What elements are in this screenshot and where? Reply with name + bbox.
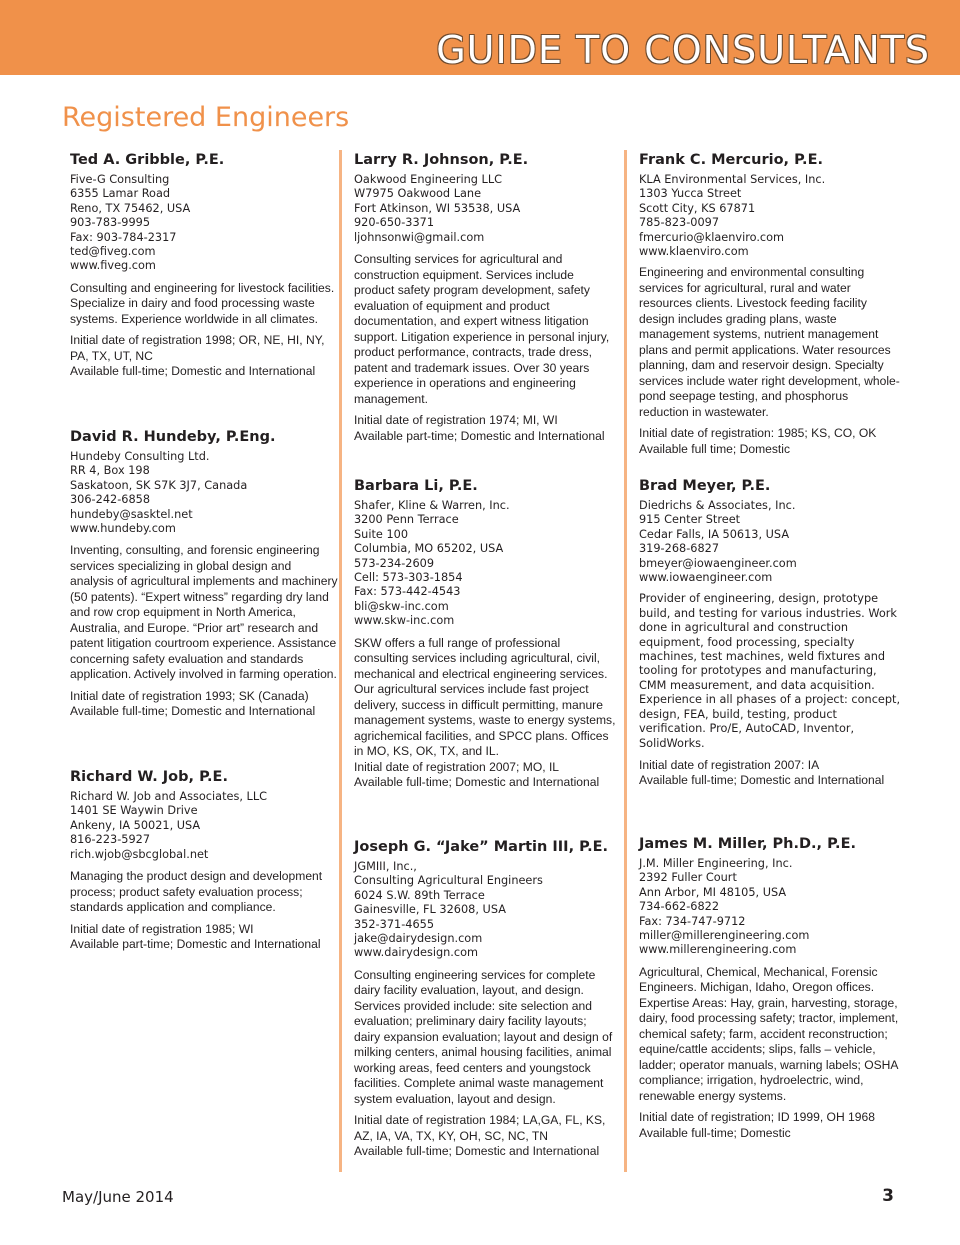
consultant-entry (639, 152, 901, 457)
registration (354, 760, 616, 791)
availability: Available full-time; Domestic and International (70, 704, 316, 719)
availability: Available full-time; Domestic and International (354, 775, 600, 790)
registration-date: Initial date of registration 1998; OR, NE, HI, NY, PA, TX, UT, NC (70, 333, 325, 363)
registration (70, 922, 338, 953)
contact-block (70, 450, 338, 536)
fax: Fax: 573-442-4543 (354, 585, 461, 599)
city: Reno, TX 75462, USA (70, 201, 191, 215)
registration (70, 333, 338, 380)
availability: Available full time; Domestic (639, 441, 791, 456)
contact-block (354, 860, 616, 961)
contact-block (639, 499, 901, 585)
availability: Available full-time; Domestic and International (639, 773, 885, 788)
description: Provider of engineering, design, prototype build, and testing for various industries. Work done in agricultural and construction equipment, food processing, specialty machines, test machines, weld fixtures and tooling for prototypes and manufacturing, CMM measurement, and data acquisition. Experience in all phases of a project: concept, design, FEA, build, testing, product verification. Pro/E, AutoCAD, Inventor, SolidWorks. (639, 592, 901, 750)
address: 6355 Lamar Road (70, 187, 171, 201)
description: Consulting and engineering for livestock facilities. Specialize in dairy and food processing waste systems. Experience worldwide in all climates. (70, 280, 335, 326)
city: Saskatoon, SK S7K 3J7, Canada (70, 478, 248, 492)
registration-date: Initial date of registration 1985; WI (70, 921, 254, 936)
contact-block (354, 499, 616, 629)
company: Oakwood Engineering LLC (354, 173, 503, 186)
consultant-entry (639, 478, 901, 789)
registration (639, 758, 901, 789)
description: Engineering and environmental consulting services for agricultural, rural and water resources clients. Livestock feeding facility design includes grading plans, waste management systems, nutrient management plans and permit applications. Water resources planning, dam and reservoir design. Specialty services include water right development, whole-pond seepage testing, and phosphorus reduction in wastewater. (639, 265, 900, 419)
email: bmeyer@iowaengineer.com (639, 556, 797, 570)
registration (639, 1110, 901, 1141)
website: www.millerengineering.com (639, 943, 797, 957)
contact-block (70, 173, 338, 274)
phone: 734-662-6822 (639, 900, 720, 914)
registration (70, 689, 338, 720)
consultant-name: Joseph G. “Jake” Martin III, P.E. (354, 839, 609, 855)
registration (639, 426, 901, 457)
phone: 319-268-6827 (639, 542, 720, 556)
city: Gainesville, FL 32608, USA (354, 903, 506, 917)
description: Inventing, consulting, and forensic engineering services specializing in global design and analysis of agricultural implements and machinery (50 patents). “Expert witness” regarding dry land and row crop equipment in North America, Australia, and Europe. “Prior art” research and patent litigation courtroom experience. Assistance concerning safety evaluation and standards application. Actively involved in farming operation. (70, 543, 338, 682)
email: ljohnsonwi@gmail.com (354, 230, 485, 244)
consultant-name: Barbara Li, P.E. (354, 478, 478, 494)
phone: 352-371-4655 (354, 917, 435, 931)
availability: Available part-time; Domestic and International (354, 428, 605, 443)
company: Diedrichs & Associates, Inc. (639, 499, 796, 512)
description: Agricultural, Chemical, Mechanical, Forensic Engineers. Michigan, Idaho, Oregon offices. Expertise Areas: Hay, grain, harvesting, storage, dairy, food processing safety; tractor, implement, chemical safety; farm, accident reconstruction; equine/cattle accidents; slips, falls – vehicle, ladder; operator manuals, warning labels; OSHA compliance; irrigation, hydroelectric, wind, renewable energy systems. (639, 964, 899, 1103)
cell: Cell: 573-303-1854 (354, 571, 463, 585)
company: Five-G Consulting (70, 173, 170, 186)
registration-date: Initial date of registration 2007: IA (639, 757, 820, 772)
consultant-entry (354, 478, 616, 791)
registration-date: Initial date of registration; ID 1999, OH 1968 (639, 1110, 875, 1125)
email: rich.wjob@sbcglobal.net (70, 847, 209, 861)
contact-block (354, 173, 616, 245)
fax: Fax: 903-784-2317 (70, 230, 177, 244)
company: JGMIII, Inc., (354, 860, 417, 873)
city: Columbia, MO 65202, USA (354, 542, 504, 556)
phone: 573-234-2609 (354, 556, 435, 570)
company: Richard W. Job and Associates, LLC (70, 790, 268, 803)
address: 3200 Penn Terrace (354, 513, 459, 527)
contact-block (639, 857, 901, 958)
description: Managing the product design and development process; product safety evaluation process; standards application and compliance. (70, 869, 323, 915)
consultant-entry (70, 152, 338, 380)
description: SKW offers a full range of professional consulting services including agricultural, civil, mechanical and electrical engineering services. Our agricultural services include fast project delivery, success in difficult permitting, manure management systems, waste to energy systems, agrichemical facilities, and SPCC plans. Offices in MO, KS, OK, TX, and IL. (354, 635, 616, 759)
phone: 306-242-6858 (70, 493, 151, 507)
fax: Fax: 734-747-9712 (639, 914, 746, 928)
website: www.hundeby.com (70, 522, 176, 536)
website: www.fiveg.com (70, 259, 156, 273)
registration (354, 413, 616, 444)
suite: Suite 100 (354, 527, 409, 541)
column-divider (624, 150, 627, 1172)
description: Consulting services for agricultural and construction equipment. Services include product safety program development, safety evaluation of equipment and product documentation, and expert witness litigation support. Litigation experience in personal injury, product performance, contracts, trade dress, patent and trademark issues. Over 30 years experience in operations and engineering management. (354, 252, 610, 406)
address: 6024 S.W. 89th Terrace (354, 888, 485, 902)
contact-block (639, 173, 901, 259)
website: www.iowaengineer.com (639, 571, 773, 585)
address: 1303 Yucca Street (639, 187, 742, 201)
website: www.klaenviro.com (639, 245, 749, 259)
email: bli@skw-inc.com (354, 599, 449, 613)
phone: 920-650-3371 (354, 216, 435, 230)
company: J.M. Miller Engineering, Inc. (639, 857, 793, 870)
website: www.skw-inc.com (354, 614, 455, 628)
city: Cedar Falls, IA 50613, USA (639, 527, 790, 541)
section-title: Registered Engineers (62, 102, 350, 133)
availability: Available full-time; Domestic and International (354, 1144, 600, 1159)
email: fmercurio@klaenviro.com (639, 230, 785, 244)
email: miller@millerengineering.com (639, 929, 810, 943)
registration-date: Initial date of registration 1984; LA,GA, FL, KS, AZ, IA, VA, TX, KY, OH, SC, NC, TN (354, 1113, 606, 1143)
registration-date: Initial date of registration 1993; SK (Canada) (70, 688, 309, 703)
website: www.dairydesign.com (354, 946, 479, 960)
address: W7975 Oakwood Lane (354, 187, 482, 201)
consultant-name: Richard W. Job, P.E. (70, 769, 228, 785)
email: hundeby@sasktel.net (70, 507, 193, 521)
company-subtitle: Consulting Agricultural Engineers (354, 874, 543, 888)
phone: 785-823-0097 (639, 216, 720, 230)
consultant-name: Ted A. Gribble, P.E. (70, 152, 225, 168)
consultant-entry (70, 429, 338, 720)
address: 2392 Fuller Court (639, 871, 737, 885)
company: Hundeby Consulting Ltd. (70, 450, 210, 463)
phone: 816-223-5927 (70, 833, 151, 847)
consultant-name: James M. Miller, Ph.D., P.E. (639, 836, 856, 852)
phone: 903-783-9995 (70, 216, 151, 230)
consultant-entry (354, 839, 616, 1160)
city: Fort Atkinson, WI 53538, USA (354, 201, 521, 215)
availability: Available full-time; Domestic (639, 1125, 791, 1140)
city: Scott City, KS 67871 (639, 201, 756, 215)
consultant-name: Frank C. Mercurio, P.E. (639, 152, 823, 168)
email: ted@fiveg.com (70, 245, 156, 259)
column-divider (339, 150, 342, 1172)
city: Ankeny, IA 50021, USA (70, 818, 201, 832)
consultant-entry (70, 769, 338, 953)
consultant-name: Larry R. Johnson, P.E. (354, 152, 529, 168)
consultant-name: David R. Hundeby, P.Eng. (70, 429, 276, 445)
address: RR 4, Box 198 (70, 464, 150, 478)
company: KLA Environmental Services, Inc. (639, 173, 826, 186)
registration-date: Initial date of registration 1974; MI, WI (354, 413, 558, 428)
address: 915 Center Street (639, 513, 741, 527)
consultant-entry (639, 836, 901, 1141)
city: Ann Arbor, MI 48105, USA (639, 885, 787, 899)
issue-date: May/June 2014 (62, 1188, 174, 1206)
registration-date: Initial date of registration 2007; MO, IL (354, 759, 560, 774)
company: Shafer, Kline & Warren, Inc. (354, 499, 510, 512)
email: jake@dairydesign.com (354, 932, 483, 946)
contact-block (70, 790, 338, 862)
description: Consulting engineering services for complete dairy facility evaluation, layout, and design. Services provided include: site selection and evaluation; preliminary dairy facility layouts; dairy expansion evaluation; layout and design of milking centers, animal housing facilities, animal working areas, feed centers and youngstock facilities. Complete animal waste management system evaluation, layout and design. (354, 967, 613, 1106)
availability: Available full-time; Domestic and International (70, 364, 316, 379)
header-title: GUIDE TO CONSULTANTS (436, 28, 930, 72)
registration (354, 1113, 616, 1160)
availability: Available part-time; Domestic and International (70, 937, 321, 952)
consultant-entry (354, 152, 616, 444)
consultant-name: Brad Meyer, P.E. (639, 478, 771, 494)
address: 1401 SE Waywin Drive (70, 804, 198, 818)
registration-date: Initial date of registration: 1985; KS, CO, OK (639, 426, 877, 441)
page-number: 3 (882, 1186, 894, 1206)
